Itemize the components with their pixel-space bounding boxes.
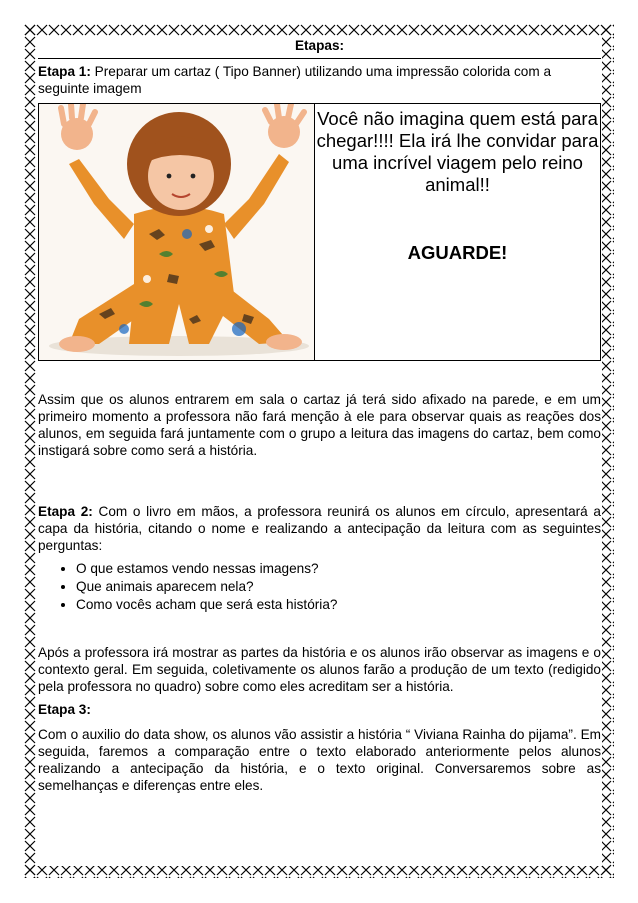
question-list [38, 560, 601, 614]
paragraph-after-banner: Assim que os alunos entrarem em sala o cartaz já terá sido afixado na parede, e em um primeiro momento a professora não fará menção à ele para observar quais as reações dos alunos, em seguida fará juntamente com o grupo a leitura das imagens do cartaz, bem como instigará sobre como será a história. [38, 392, 601, 458]
banner-message: Você não imagina quem está para chegar!!!! Ela irá lhe convidar para uma incrível viagem pelo reino animal!! [316, 108, 599, 195]
girl-in-pajama-illustration [39, 104, 315, 360]
etapa3-text: Com o auxilio do data show, os alunos vão assistir a história “ Viviana Rainha do pijama”. Em seguida, faremos a comparação entre o texto elaborado anteriormente pelos alunos realizando a antecipação da história, e o texto original. Conversaremos sobre as semelhanças e diferenças entre eles. [38, 727, 601, 793]
document-content [38, 36, 601, 794]
list-item: • Como vocês acham que será esta história? [76, 596, 601, 614]
list-item: • O que estamos vendo nessas imagens? [76, 560, 601, 578]
etapa3-label: Etapa 3: [38, 702, 91, 717]
banner-table [38, 103, 601, 361]
banner-call-to-action: AGUARDE! [407, 242, 508, 263]
etapa2-label: Etapa 2: [38, 504, 93, 519]
etapa2-paragraph [38, 503, 601, 554]
etapa1-label: Etapa 1: [38, 64, 91, 79]
paragraph-after-questions: Após a professora irá mostrar as partes da história e os alunos irão observar as imagens e o contexto geral. Em seguida, coletivamente os alunos farão a produção de um texto (redigido pela professora no quadro) sobre como eles acreditam ser a história. [38, 645, 601, 694]
etapa2-text: Com o livro em mãos, a professora reunirá os alunos em círculo, apresentará a capa da história, citando o nome e realizando a antecipação da leitura com as seguintes perguntas: [38, 504, 601, 553]
etapa1-text: Preparar um cartaz ( Tipo Banner) utilizando uma impressão colorida com a seguinte imagem [38, 64, 552, 96]
list-item: • Que animais aparecem nela? [76, 578, 601, 596]
page-title: Etapas: [294, 38, 345, 53]
etapa1-paragraph [38, 59, 601, 103]
banner-message-cell [315, 104, 600, 360]
